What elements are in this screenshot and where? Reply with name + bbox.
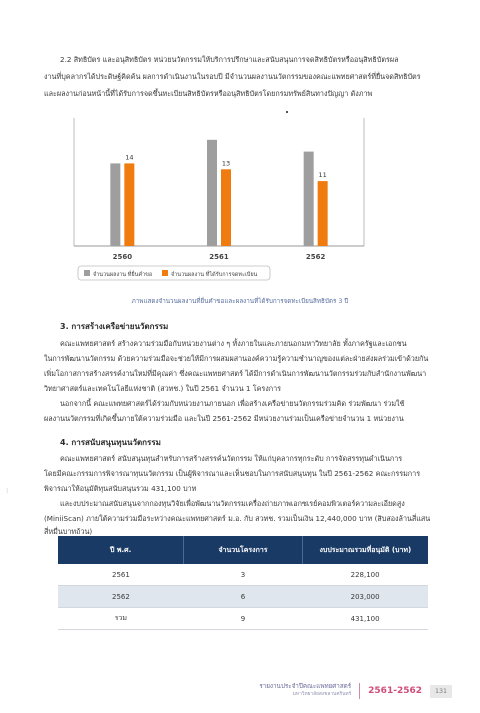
data-label-2560: 14: [125, 153, 134, 162]
chart-caption: ภาพแสดงจำนวนผลงานที่ยื่นคำขอและผลงานที่ได้รับการจดทะเบียนสิทธิบัตร 3 ปี: [131, 298, 349, 305]
table-header-budget: งบประมาณรวมที่อนุมัติ (บาท): [302, 536, 428, 564]
legend-swatch-2: [162, 270, 168, 276]
table-cell-budget: 203,000: [302, 586, 428, 608]
page-footer: [259, 680, 452, 702]
table-cell-budget: 431,100: [302, 608, 428, 630]
table-row: [58, 564, 428, 586]
data-label-2562: 11: [318, 171, 327, 180]
table-total-row: [58, 608, 428, 630]
intro-line-2: งานที่บุคลากรได้ประดิษฐ์คิดค้น ผลการดำเนินงานในรอบปี มีจำนวนผลงานนวัตกรรมของคณะแพทยศาสตร์ที่ยื่นจดสิทธิบัตร: [44, 72, 421, 81]
section-4-line-1: คณะแพทยศาสตร์ สนับสนุนทุนสำหรับการสร้างสรรค์นวัตกรรม ให้แก่บุคลากรทุกระดับ การจัดสรรทุนดำเนินการ: [60, 454, 403, 463]
footer-subtitle: มหาวิทยาลัยสงขลานครินทร์: [292, 692, 352, 697]
table-cell-projects: 9: [184, 608, 302, 630]
table-header-row: [58, 536, 428, 564]
section-3-line-5: นอกจากนี้ คณะแพทยศาสตร์ได้ร่วมกับหน่วยงานภายนอก เพื่อสร้างเครือข่ายนวัตกรรมร่วมคิด ร่วมพัฒนา ร่วมใช้: [60, 399, 405, 408]
footer-years: 2561-2562: [368, 686, 422, 696]
x-tick-2561: 2561: [209, 253, 229, 261]
table-header-year: ปี พ.ศ.: [58, 536, 184, 564]
footer-report-title: [259, 683, 351, 699]
table-cell-budget: 228,100: [302, 564, 428, 586]
bar-chart-svg: [64, 118, 374, 286]
table-cell-projects: 6: [184, 586, 302, 608]
bar-2560-series-1: [110, 163, 120, 246]
bar-2562-series-1: [304, 152, 314, 246]
bar-2560-series-2: [124, 163, 134, 246]
section-3-line-3: เพิ่มโอกาสการสร้างสรรค์งานใหม่ที่มีคุณค่า ซึ่งคณะแพทยศาสตร์ ได้มีการดำเนินการพัฒนานวัตกรรมร่วมกับสำนักงานพัฒนา: [44, 369, 427, 378]
intro-line-3: และผลงานก่อนหน้านี้ที่ได้รับการจดขึ้นทะเบียนสิทธิบัตรหรืออนุสิทธิบัตรโดยกรมทรัพย์สินทางปัญญา ดังภาพ: [44, 89, 373, 98]
section-3-line-2: ในการพัฒนานวัตกรรม ด้วยความร่วมมือจะช่วยให้มีการผสมผสานองค์ความรู้ความชำนาญของแต่ละฝ่ายส่งผลร่วมเข้าด้วยกัน: [44, 354, 429, 363]
legend-label-1: จำนวนผลงาน ที่ยื่นคำขอ: [93, 272, 153, 278]
legend-label-2: จำนวนผลงาน ที่ได้รับการจดทะเบียน: [171, 272, 258, 278]
section-4-line-4: และงบประมาณสนับสนุนจากกองทุนวิจัยเพื่อพัฒนานวัตกรรมเครื่องถ่ายภาพเอกซเรย์คอมพิวเตอร์ความละเอียดสูง: [60, 499, 405, 508]
bar-2562-series-2: [318, 181, 328, 246]
bar-2561-series-1: [207, 140, 217, 246]
section-4-heading: 4. การสนับสนุนทุนนวัตกรรม: [60, 438, 161, 447]
side-margin-mark: ❘: [4, 488, 10, 494]
section-4-line-2: โดยมีคณะกรรมการพิจารณาทุนนวัตกรรม เป็นผู้พิจารณาและเห็นชอบในการสนับสนุนทุน ในปี 2561-2562 คณะกรรมการ: [44, 469, 421, 478]
footer-divider: [359, 683, 360, 699]
table-row: [58, 586, 428, 608]
section-4-line-3: พิจารณาให้อนุมัติทุนสนับสนุนรวม 431,100 บาท: [44, 484, 197, 493]
intro-line-1: 2.2 สิทธิบัตร และอนุสิทธิบัตร หน่วยนวัตกรรมให้บริการปรึกษาและสนับสนุนการจดสิทธิบัตรหรืออนุสิทธิบัตรผล: [60, 55, 399, 64]
table-cell-year: รวม: [58, 608, 184, 630]
table-header-projects: จำนวนโครงการ: [184, 536, 302, 564]
data-label-2561: 13: [221, 159, 231, 168]
bar-2561-series-2: [221, 169, 231, 246]
section-3-heading: 3. การสร้างเครือข่ายนวัตกรรม: [60, 322, 169, 331]
page-number: 131: [430, 685, 452, 698]
table-cell-year: 2562: [58, 586, 184, 608]
table-cell-projects: 3: [184, 564, 302, 586]
section-4-line-6: สี่หมื่นบาทถ้วน): [44, 527, 93, 536]
legend-swatch-1: [84, 270, 90, 276]
stray-dot: [286, 111, 288, 113]
section-4-line-5: (MiniiScan) ภายใต้ความร่วมมือระหว่างคณะแพทยศาสตร์ ม.อ. กับ สวทช. รวมเป็นเงิน 12,440,000 บาท (สิบสองล้านสี่แสน: [44, 514, 431, 523]
footer-title: รายงานประจำปีคณะแพทยศาสตร์: [259, 683, 352, 690]
section-3-line-6: ผลงานนวัตกรรมที่เกิดขึ้นภายใต้ความร่วมมือ และในปี 2561-2562 มีหน่วยงานร่วมเป็นเครือข่ายจำนวน 1 หน่วยงาน: [44, 414, 404, 423]
table-cell-year: 2561: [58, 564, 184, 586]
section-3-line-1: คณะแพทยศาสตร์ สร้างความร่วมมือกับหน่วยงานต่าง ๆ ทั้งภายในและภายนอกมหาวิทยาลัย ทั้งภาครัฐและเอกชน: [60, 339, 407, 348]
funding-table: [58, 536, 428, 630]
section-3-line-4: วิทยาศาสตร์และเทคโนโลยีแห่งชาติ (สวทช.) ในปี 2561 จำนวน 1 โครงการ: [44, 384, 282, 393]
x-tick-2562: 2562: [305, 253, 326, 261]
x-tick-2560: 2560: [112, 253, 133, 261]
bar-chart: [64, 118, 374, 286]
